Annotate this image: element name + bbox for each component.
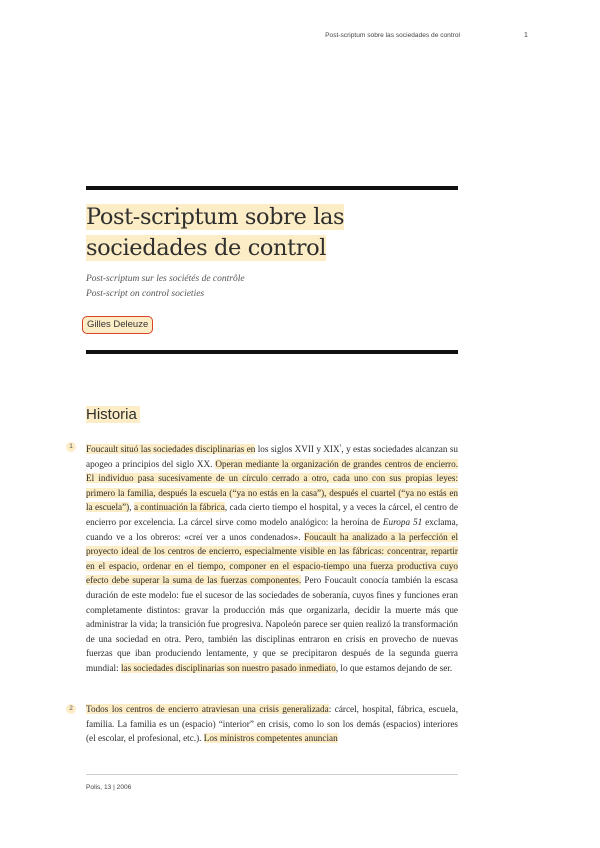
page-title	[86, 202, 458, 264]
text-run: ,	[129, 502, 134, 513]
running-header: Post-scriptum sobre las sociedades de control	[325, 32, 460, 39]
text-run: Pero Foucault conocía también la escasa duración de este modelo: fue el sucesor de las sociedades de soberanía, cuyos fines y funciones eran completamente distintos: gravar la producción más que organizarla, decidir la muerte más que administrar la vida; la transición fue progresiva. Napoleón parece ser quien realizó la transformación de una sociedad en otra. Pero, también las disciplinas entraron en crisis en provecho de nuevas fuerzas que iban produciendo lentamente, y que se precipitaron después de la segunda guerra mundial:	[86, 575, 458, 673]
page-number: 1	[524, 32, 528, 39]
highlighted-text: a continuación la fábrica	[133, 502, 225, 513]
text-run: exclama, cuando ve a los obreros: «creí ver a unos condenados».	[86, 517, 458, 542]
alternate-titles	[86, 272, 458, 302]
text-run: Europa 51	[382, 517, 423, 528]
text-run: , lo que estamos dejando de ser.	[335, 662, 453, 673]
title-text: Post-scriptum sobre las sociedades de control	[86, 204, 345, 261]
text-run: ¹	[339, 444, 342, 450]
footer-citation: Polis, 13 | 2006	[86, 784, 132, 791]
highlighted-text: Foucault situó las sociedades disciplinarias en	[86, 444, 256, 455]
text-run: : cárcel, hospital, fábrica, escuela, familia. La familia es un (espacio) “interior” en crisis, como lo son los demás (espacios) interiores (el escolar, el profesional, etc.).	[86, 704, 458, 744]
highlighted-text: Todos los centros de encierro atraviesan una crisis generalizada	[86, 704, 329, 714]
highlighted-text: Los ministros competentes anuncian	[203, 733, 338, 744]
highlighted-text: Operan mediante la organización de grandes centros de encierro. El individuo pasa sucesivamente de un círculo cerrado a otro, cada uno con sus propias leyes: primero la familia, después la escuela (“ya no estás en la casa”), después el cuartel (“ya no estás en la escuela”)	[86, 458, 458, 513]
author-name[interactable]: Gilles Deleuze	[82, 316, 153, 334]
paragraph	[86, 440, 458, 676]
footer-rule	[86, 774, 458, 775]
highlighted-text: las sociedades disciplinarias son nuestro pasado inmediato	[120, 662, 336, 673]
alt-title-fr: Post-scriptum sur les sociétés de contrôle	[86, 274, 245, 284]
title-top-rule	[86, 186, 458, 190]
paragraph	[86, 702, 458, 746]
section-heading-text: Historia	[86, 406, 140, 423]
text-run: , cada cierto tiempo el hospital, y a veces la cárcel, el centro de encierro por excelencia. La cárcel sirve como modelo analógico: la heroína de	[86, 502, 458, 528]
paragraph-number: 2	[66, 704, 76, 714]
title-bottom-rule	[86, 350, 458, 354]
text-run: , y estas sociedades alcanzan su apogeo a principios del siglo XX.	[86, 444, 458, 469]
section-heading	[86, 406, 140, 423]
text-run: los siglos XVII y XIX	[255, 444, 340, 455]
alt-title-en: Post-script on control societies	[86, 289, 205, 299]
paragraph-number: 1	[66, 442, 76, 452]
highlighted-text: Foucault ha analizado a la perfección el proyecto ideal de los centros de encierro, especialmente visible en las fábricas: concentrar, repartir en el espacio, ordenar en el tiempo, componer en el espacio-tiempo una fuerza productiva cuyo efecto debe superar la suma de las fuerzas componentes.	[86, 531, 459, 586]
